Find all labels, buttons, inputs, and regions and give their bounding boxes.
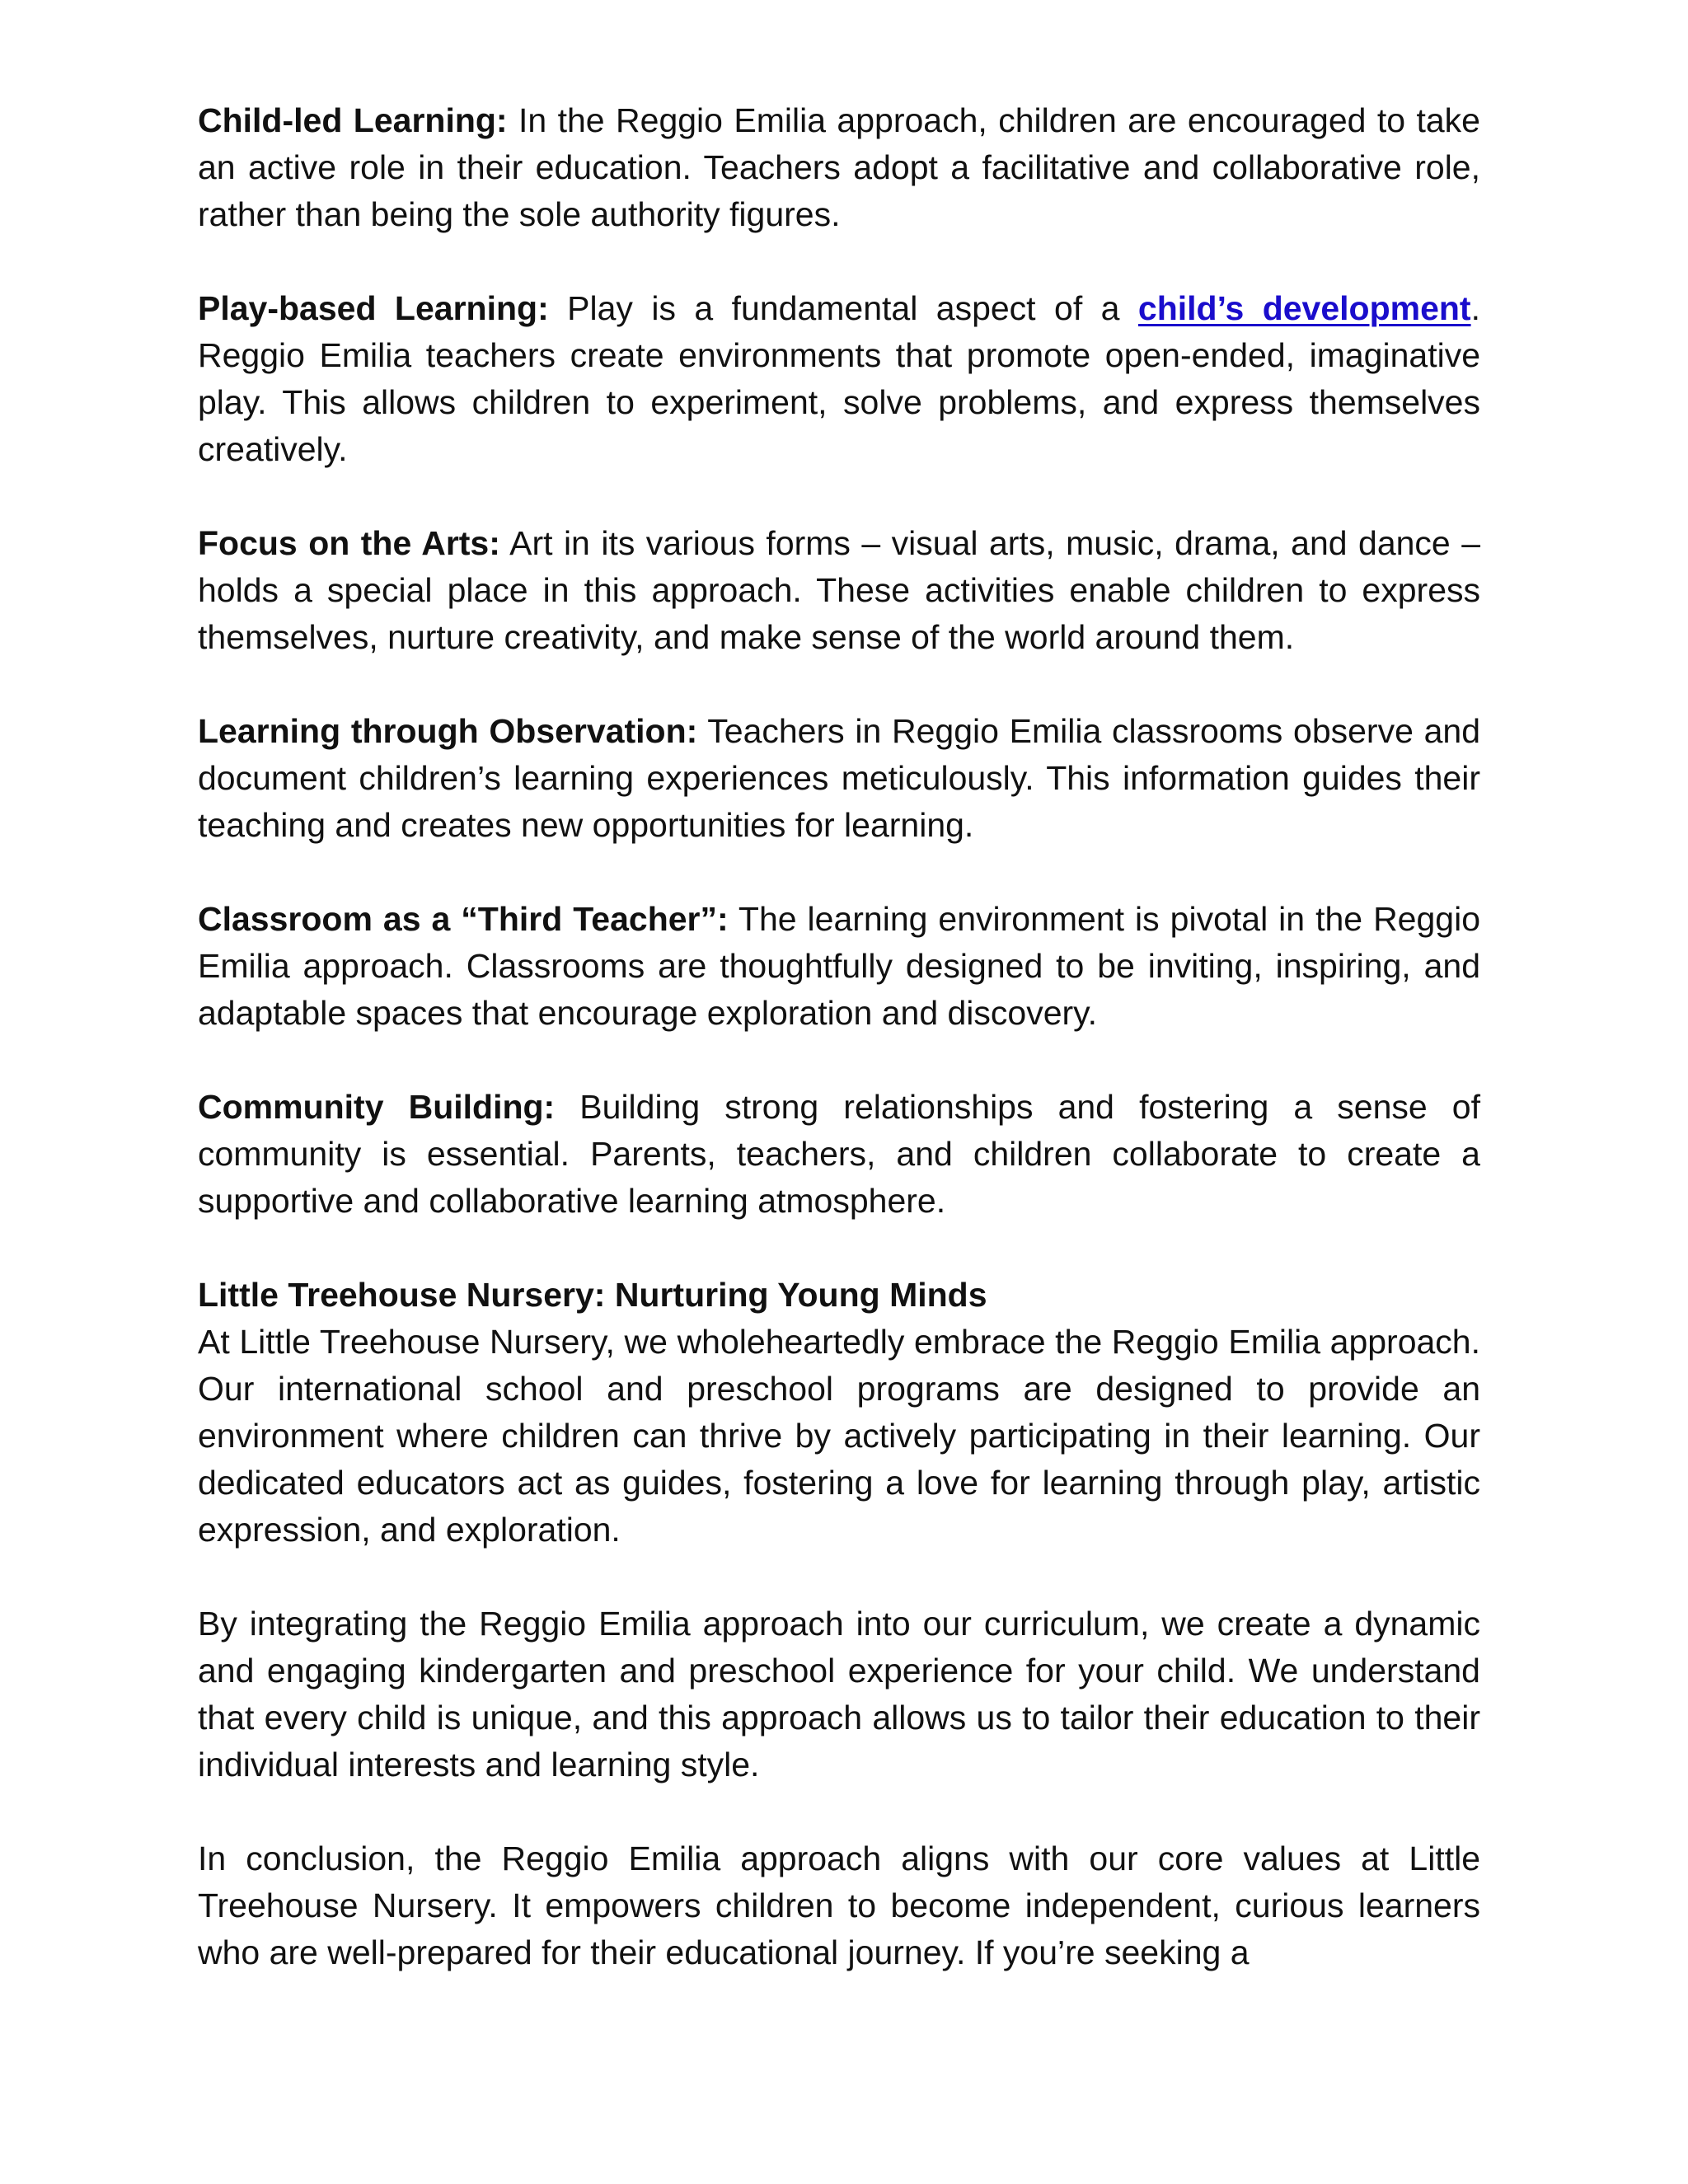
section-heading: Classroom as a “Third Teacher”: bbox=[198, 900, 729, 938]
section-text: In the Reggio Emilia approach, children are encouraged to take an active role in their education. Teachers adopt a facilitative and collaborative role, rather than being the sole authority figures. bbox=[198, 101, 1480, 233]
childs-development-link[interactable]: child’s development bbox=[1137, 289, 1471, 327]
document-page bbox=[198, 97, 1480, 1976]
section-focus-on-the-arts bbox=[198, 520, 1480, 661]
section-community-building bbox=[198, 1084, 1480, 1225]
section-text: Teachers in Reggio Emilia classrooms observe and document children’s learning experiences meticulously. This information guides their teaching and creates new opportunities for learning. bbox=[198, 712, 1480, 844]
section-text: Play is a fundamental aspect of a bbox=[548, 289, 1138, 327]
section-classroom-third-teacher bbox=[198, 896, 1480, 1037]
section-play-based-learning bbox=[198, 285, 1480, 473]
section-text: Art in its various forms – visual arts, music, drama, and dance – holds a special place in this approach. These activities enable children to express themselves, nurture creativity, and make sense of the world around them. bbox=[198, 524, 1481, 656]
section-heading: Focus on the Arts: bbox=[198, 524, 500, 562]
section-heading: Play-based Learning: bbox=[198, 289, 549, 327]
section-learning-through-observation bbox=[198, 708, 1480, 849]
conclusion-paragraph: In conclusion, the Reggio Emilia approach aligns with our core values at Little Treehouse Nursery. It empowers children to become independent, curious learners who are well-prepared for their educational journey. If you’re seeking a bbox=[198, 1840, 1480, 1971]
nursery-paragraph: At Little Treehouse Nursery, we wholeheartedly embrace the Reggio Emilia approach. Our international school and preschool programs are designed to provide an environment where children can thrive by actively participating in their learning. Our dedicated educators act as guides, fostering a love for learning through play, artistic expression, and exploration. bbox=[198, 1323, 1480, 1549]
section-child-led-learning bbox=[198, 97, 1480, 238]
nursery-title: Little Treehouse Nursery: Nurturing Young Minds bbox=[198, 1276, 987, 1314]
section-heading: Child-led Learning: bbox=[198, 101, 508, 139]
section-heading: Community Building: bbox=[198, 1088, 556, 1126]
section-text: . Reggio Emilia teachers create environments that promote open-ended, imaginative play. This allows children to experiment, solve problems, and express themselves creatively. bbox=[198, 289, 1480, 468]
section-text: The learning environment is pivotal in the Reggio Emilia approach. Classrooms are thoughtfully designed to be inviting, inspiring, and adaptable spaces that encourage exploration and discovery. bbox=[198, 900, 1480, 1032]
nursery-paragraph: By integrating the Reggio Emilia approach into our curriculum, we create a dynamic and engaging kindergarten and preschool experience for your child. We understand that every child is unique, and this approach allows us to tailor their education to their individual interests and learning style. bbox=[198, 1605, 1480, 1783]
section-text: Building strong relationships and fostering a sense of community is essential. Parents, teachers, and children collaborate to create a supportive and collaborative learning atmosphere. bbox=[198, 1088, 1480, 1220]
section-heading: Learning through Observation: bbox=[198, 712, 698, 750]
